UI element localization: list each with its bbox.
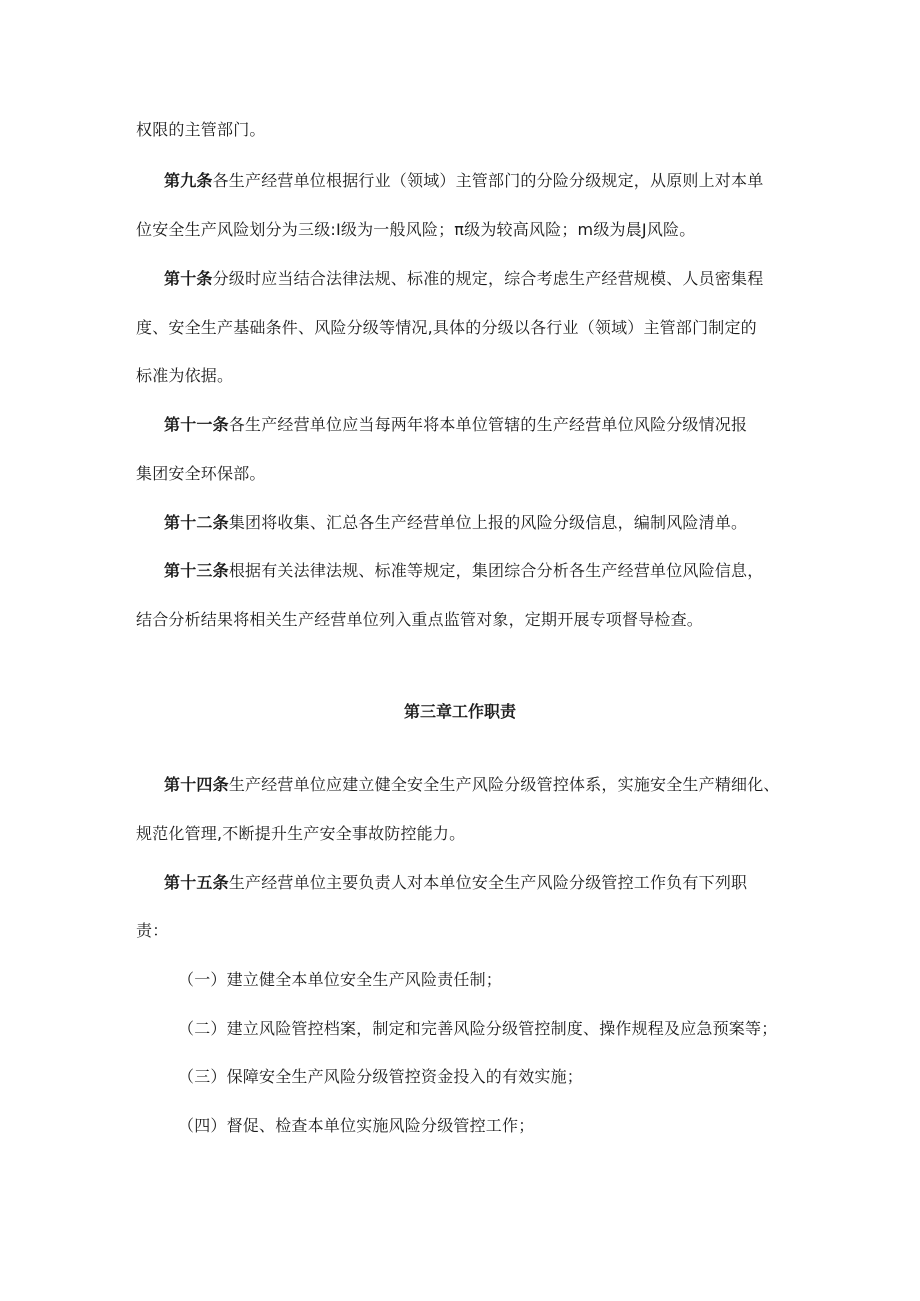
article-number: 第十三条 bbox=[164, 561, 229, 580]
line-text: 标准为依据。 bbox=[136, 366, 234, 385]
article-12-line-1 bbox=[164, 511, 796, 535]
line-text: 结合分析结果将相关生产经营单位列入重点监管对象，定期开展专项督导检查。 bbox=[136, 610, 704, 629]
line-text: 集团安全环保部。 bbox=[136, 464, 266, 483]
article-10-line-2 bbox=[136, 316, 796, 340]
list-item-3 bbox=[178, 1065, 798, 1089]
line-text: 分级时应当结合法律法规、标准的规定，综合考虑生产经营规模、人员密集程 bbox=[212, 269, 764, 288]
article-number: 第十一条 bbox=[164, 415, 229, 434]
line-text: 规范化管理,不断提升生产安全事故防控能力。 bbox=[136, 824, 466, 843]
line-text: 生产经营单位主要负责人对本单位安全生产风险分级管控工作负有下列职 bbox=[228, 873, 748, 892]
line-text: （一）建立健全本单位安全生产风险责任制； bbox=[178, 970, 503, 989]
line-text: 权限的主管部门。 bbox=[136, 120, 266, 139]
line-text: （三）保障安全生产风险分级管控资金投入的有效实施； bbox=[178, 1067, 584, 1086]
line-text: （四）督促、检查本单位实施风险分级管控工作； bbox=[178, 1116, 535, 1135]
article-13-line-2 bbox=[136, 608, 796, 632]
line-text: 生产经营单位应建立健全安全生产风险分级管控体系，实施安全生产精细化、 bbox=[228, 775, 780, 794]
list-item-1 bbox=[178, 968, 798, 992]
line-text: 集团将收集、汇总各生产经营单位上报的风险分级信息，编制风险清单。 bbox=[228, 513, 748, 532]
article-number: 第九条 bbox=[164, 171, 213, 190]
line-text: 各生产经营单位应当每两年将本单位管辖的生产经营单位风险分级情况报 bbox=[228, 415, 748, 434]
article-14-line-1 bbox=[164, 773, 796, 797]
line-text: 位安全生产风险划分为三级:Ⅰ级为一般风险；π级为较高风险；m级为晨J风险。 bbox=[136, 220, 696, 239]
article-10-line-3 bbox=[136, 364, 796, 388]
article-9-line-2 bbox=[136, 218, 796, 242]
chapter-heading: 第三章工作职责 bbox=[403, 702, 516, 721]
article-11-line-2 bbox=[136, 462, 796, 486]
paragraph-line bbox=[136, 118, 796, 142]
line-text: 各生产经营单位根据行业（领域）主管部门的分险分级规定，从原则上对本单 bbox=[212, 171, 764, 190]
list-item-4 bbox=[178, 1114, 798, 1138]
line-text: （二）建立风险管控档案，制定和完善风险分级管控制度、操作规程及应急预案等； bbox=[178, 1019, 778, 1038]
article-number: 第十条 bbox=[164, 269, 213, 288]
line-text: 根据有关法律法规、标准等规定，集团综合分析各生产经营单位风险信息， bbox=[228, 561, 764, 580]
list-item-2 bbox=[178, 1017, 798, 1041]
article-number: 第十四条 bbox=[164, 775, 229, 794]
line-text: 责： bbox=[136, 921, 169, 940]
article-13-line-1 bbox=[164, 559, 796, 583]
article-number: 第十五条 bbox=[164, 873, 229, 892]
line-text: 度、安全生产基础条件、风险分级等情况,具体的分级以各行业（领域）主管部门制定的 bbox=[136, 318, 757, 337]
article-10-line-1 bbox=[164, 267, 796, 291]
article-number: 第十二条 bbox=[164, 513, 229, 532]
article-15-line-1 bbox=[164, 871, 796, 895]
article-14-line-2 bbox=[136, 822, 796, 846]
article-11-line-1 bbox=[164, 413, 796, 437]
article-15-line-2 bbox=[136, 919, 796, 943]
article-9-line-1 bbox=[164, 169, 796, 193]
